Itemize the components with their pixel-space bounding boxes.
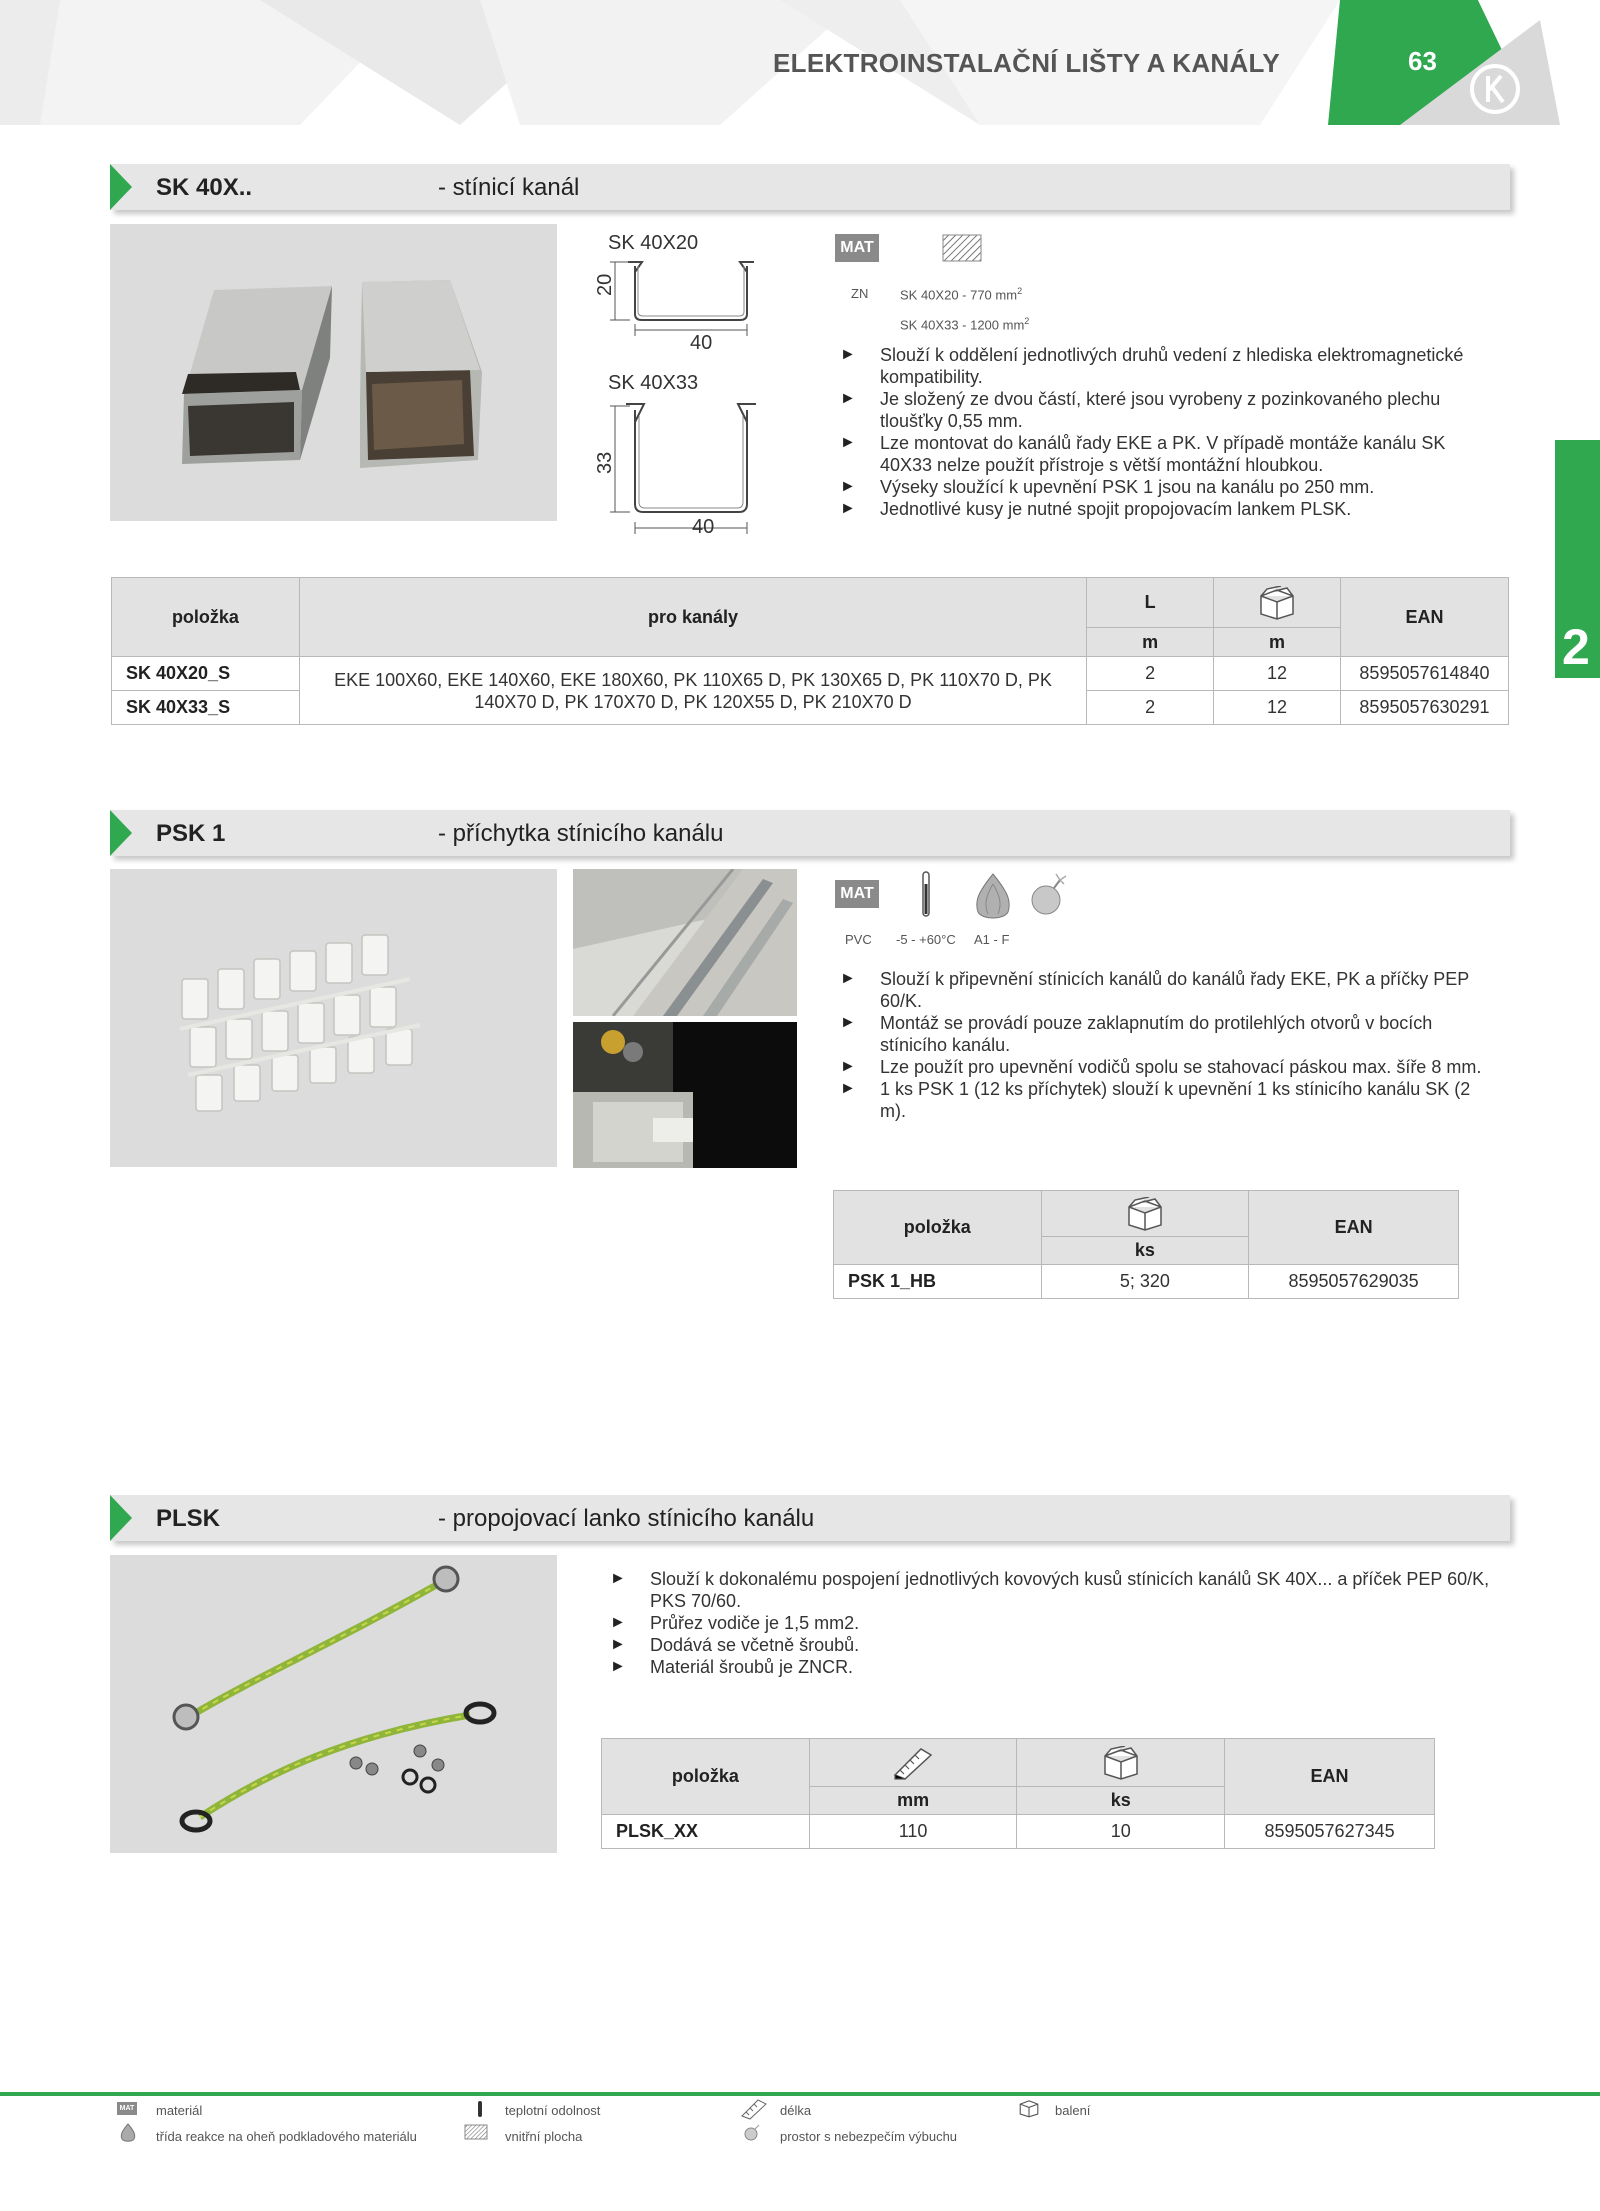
material-area-line1: SK 40X20 - 770 $mm^2$ — [900, 286, 1023, 303]
material-badge: MAT — [835, 880, 879, 908]
row-item: PLSK_XX — [602, 1815, 810, 1849]
product-photo-sk40x — [110, 224, 557, 521]
section-arrow-icon — [110, 1495, 132, 1541]
list-item: ► Slouží k dokonalému pospojení jednotlivých kovových kusů stínicích kanálů SK 40X... a příček PEP 60/K, PKS 70/60. — [610, 1568, 1490, 1612]
legend-surface-icon — [464, 2124, 488, 2140]
channel-40x33-outline — [626, 404, 756, 512]
installation-photo-bottom — [573, 1022, 797, 1168]
material-code: ZN — [851, 286, 869, 301]
temperature-range: -5 - +60°C — [896, 932, 956, 947]
row-item: SK 40X20_S — [112, 657, 300, 691]
installation-photo-top — [573, 869, 797, 1016]
length-ruler-icon — [891, 1745, 935, 1781]
psk1-spec-table — [833, 1190, 1459, 1299]
material-badge: MAT — [835, 234, 879, 262]
unit-packaging: ks — [1041, 1237, 1249, 1265]
row-length: 110 — [809, 1815, 1017, 1849]
page-header — [0, 0, 1600, 125]
row-ean: 8595057614840 — [1341, 657, 1509, 691]
col-header-packaging — [1214, 578, 1341, 628]
col-header-item: položka — [112, 578, 300, 657]
fire-class-icon — [970, 870, 1016, 922]
list-item: ► Průřez vodiče je 1,5 mm2. — [610, 1612, 1490, 1634]
list-item: ► Lze použít pro upevnění vodičů spolu se stahovací páskou max. šíře 8 mm. — [840, 1056, 1500, 1078]
section-description: - propojovací lanko stínicího kanálu — [438, 1505, 815, 1532]
product-photo-psk1 — [110, 869, 557, 1167]
row-length: 2 — [1087, 657, 1214, 691]
product-photo-plsk — [110, 1555, 557, 1853]
row-item: PSK 1_HB — [834, 1265, 1042, 1299]
col-header-packaging — [1041, 1191, 1249, 1237]
diagram-label-40x33: SK 40X33 — [608, 372, 699, 394]
list-item: ► 1 ks PSK 1 (12 ks příchytek) slouží k upevnění 1 ks stínicího kanálu SK (2 m). — [840, 1078, 1500, 1122]
list-item: ► Dodává se včetně šroubů. — [610, 1634, 1490, 1656]
diagram-width-40x33: 40 — [692, 516, 715, 538]
material-area-line2: SK 40X33 - 1200 $mm^2$ — [900, 316, 1030, 333]
row-for-channels: EKE 100X60, EKE 140X60, EKE 180X60, PK 110X65 D, PK 130X65 D, PK 110X70 D, PK 140X70 D, PK 170X70 D, PK 120X55 D, PK 210X70 D — [299, 657, 1086, 725]
section-description: - příchytka stínicího kanálu — [438, 820, 724, 847]
installation-top-image — [573, 869, 797, 1016]
row-ean: 8595057627345 — [1225, 1815, 1435, 1849]
diagram-height-40x33: 33 — [594, 451, 616, 474]
col-header-for-channels: pro kanály — [299, 578, 1086, 657]
col-header-packaging — [1017, 1739, 1225, 1787]
legend-temperature: teplotní odolnost — [505, 2103, 601, 2118]
brand-logo-icon — [1468, 62, 1522, 116]
unit-length: m — [1087, 628, 1214, 657]
list-item: ► Lze montovat do kanálů řady EKE a PK. V případě montáže kanálu SK 40X33 nelze použít přístroje s větší montážní hloubkou. — [840, 432, 1500, 476]
unit-packaging: m — [1214, 628, 1341, 657]
sk40x-spec-table — [111, 577, 1509, 725]
section-code: PLSK — [156, 1505, 221, 1532]
section-description: - stínicí kanál — [438, 174, 580, 201]
legend-explosion-icon — [742, 2122, 762, 2142]
legend-thermometer-icon — [476, 2100, 484, 2118]
legend-packaging-icon — [1018, 2098, 1040, 2118]
section-arrow-icon — [110, 164, 132, 210]
page-number: 63 — [1408, 46, 1437, 76]
legend-surface: vnitřní plocha — [505, 2129, 583, 2144]
channel-photo-image — [110, 224, 557, 521]
legend-material-icon: MAT — [117, 2102, 137, 2115]
col-header-item: položka — [834, 1191, 1042, 1265]
col-header-length — [809, 1739, 1017, 1787]
packaging-box-icon — [1125, 1197, 1165, 1231]
legend-fire-class: třída reakce na oheň podkladového materiálu — [156, 2129, 417, 2144]
row-packaging: 10 — [1017, 1815, 1225, 1849]
row-length: 2 — [1087, 691, 1214, 725]
section-arrow-icon — [110, 810, 132, 856]
plsk-feature-list — [610, 1568, 1490, 1678]
unit-packaging: ks — [1017, 1787, 1225, 1815]
diagram-width-40x20: 40 — [690, 332, 713, 354]
chapter-number: 2 — [1562, 619, 1590, 675]
list-item: ► Jednotlivé kusy je nutné spojit propojovacím lankem PLSK. — [840, 498, 1500, 520]
legend-explosion: prostor s nebezpečím výbuchu — [780, 2129, 958, 2144]
row-packaging: 12 — [1214, 657, 1341, 691]
row-packaging: 12 — [1214, 691, 1341, 725]
row-ean: 8595057629035 — [1249, 1265, 1459, 1299]
diagram-label-40x20: SK 40X20 — [608, 232, 699, 254]
channel-40x20-outline — [628, 262, 754, 320]
row-item: SK 40X33_S — [112, 691, 300, 725]
col-header-item: položka — [602, 1739, 810, 1815]
dimension-lines-40x33 — [610, 406, 747, 534]
legend-fire-icon — [119, 2122, 137, 2142]
legend-material: materiál — [156, 2103, 203, 2118]
list-item: ► Výseky sloužící k upevnění PSK 1 jsou na kanálu po 250 mm. — [840, 476, 1500, 498]
row-ean: 8595057630291 — [1341, 691, 1509, 725]
section-code: SK 40X.. — [156, 174, 253, 201]
clips-photo-image — [110, 869, 557, 1167]
explosion-hazard-icon — [1028, 872, 1070, 918]
list-item: ► Slouží k připevnění stínicích kanálů do kanálů řady EKE, PK a příčky PEP 60/K. — [840, 968, 1500, 1012]
material-code: PVC — [845, 932, 872, 947]
col-header-ean: EAN — [1225, 1739, 1435, 1815]
packaging-box-icon — [1257, 586, 1297, 620]
list-item: ► Materiál šroubů je ZNCR. — [610, 1656, 1490, 1678]
col-header-ean: EAN — [1249, 1191, 1459, 1265]
footer-divider — [0, 2092, 1600, 2096]
col-header-length: L — [1087, 578, 1214, 628]
installation-bottom-image — [573, 1022, 797, 1168]
list-item: ► Slouží k oddělení jednotlivých druhů vedení z hlediska elektromagnetické kompatibility. — [840, 344, 1500, 388]
section-header-sk40x — [110, 164, 1510, 210]
section-code: PSK 1 — [156, 820, 226, 847]
col-header-ean: EAN — [1341, 578, 1509, 657]
cables-photo-image — [110, 1555, 557, 1853]
diagram-height-40x20: 20 — [594, 273, 616, 296]
inner-surface-icon — [942, 234, 982, 262]
fire-class: A1 - F — [974, 932, 1010, 947]
row-packaging: 5; 320 — [1041, 1265, 1249, 1299]
unit-length: mm — [809, 1787, 1017, 1815]
packaging-box-icon — [1101, 1746, 1141, 1780]
list-item: ► Montáž se provádí pouze zaklapnutím do protilehlých otvorů v bocích stínicího kanálu. — [840, 1012, 1500, 1056]
psk1-feature-list — [840, 968, 1500, 1122]
section-header-psk1 — [110, 810, 1510, 856]
header-title: ELEKTROINSTALAČNÍ LIŠTY A KANÁLY — [773, 48, 1280, 78]
list-item: ► Je složený ze dvou částí, které jsou vyrobeny z pozinkovaného plechu tloušťky 0,55 mm. — [840, 388, 1500, 432]
legend-length: délka — [780, 2103, 812, 2118]
legend-length-icon — [740, 2096, 768, 2120]
thermometer-icon — [918, 870, 934, 922]
section-header-plsk — [110, 1495, 1510, 1541]
plsk-spec-table — [601, 1738, 1435, 1849]
sk40x-feature-list — [840, 344, 1500, 520]
dimension-lines-40x20 — [610, 262, 747, 336]
legend-packaging: balení — [1055, 2103, 1091, 2118]
